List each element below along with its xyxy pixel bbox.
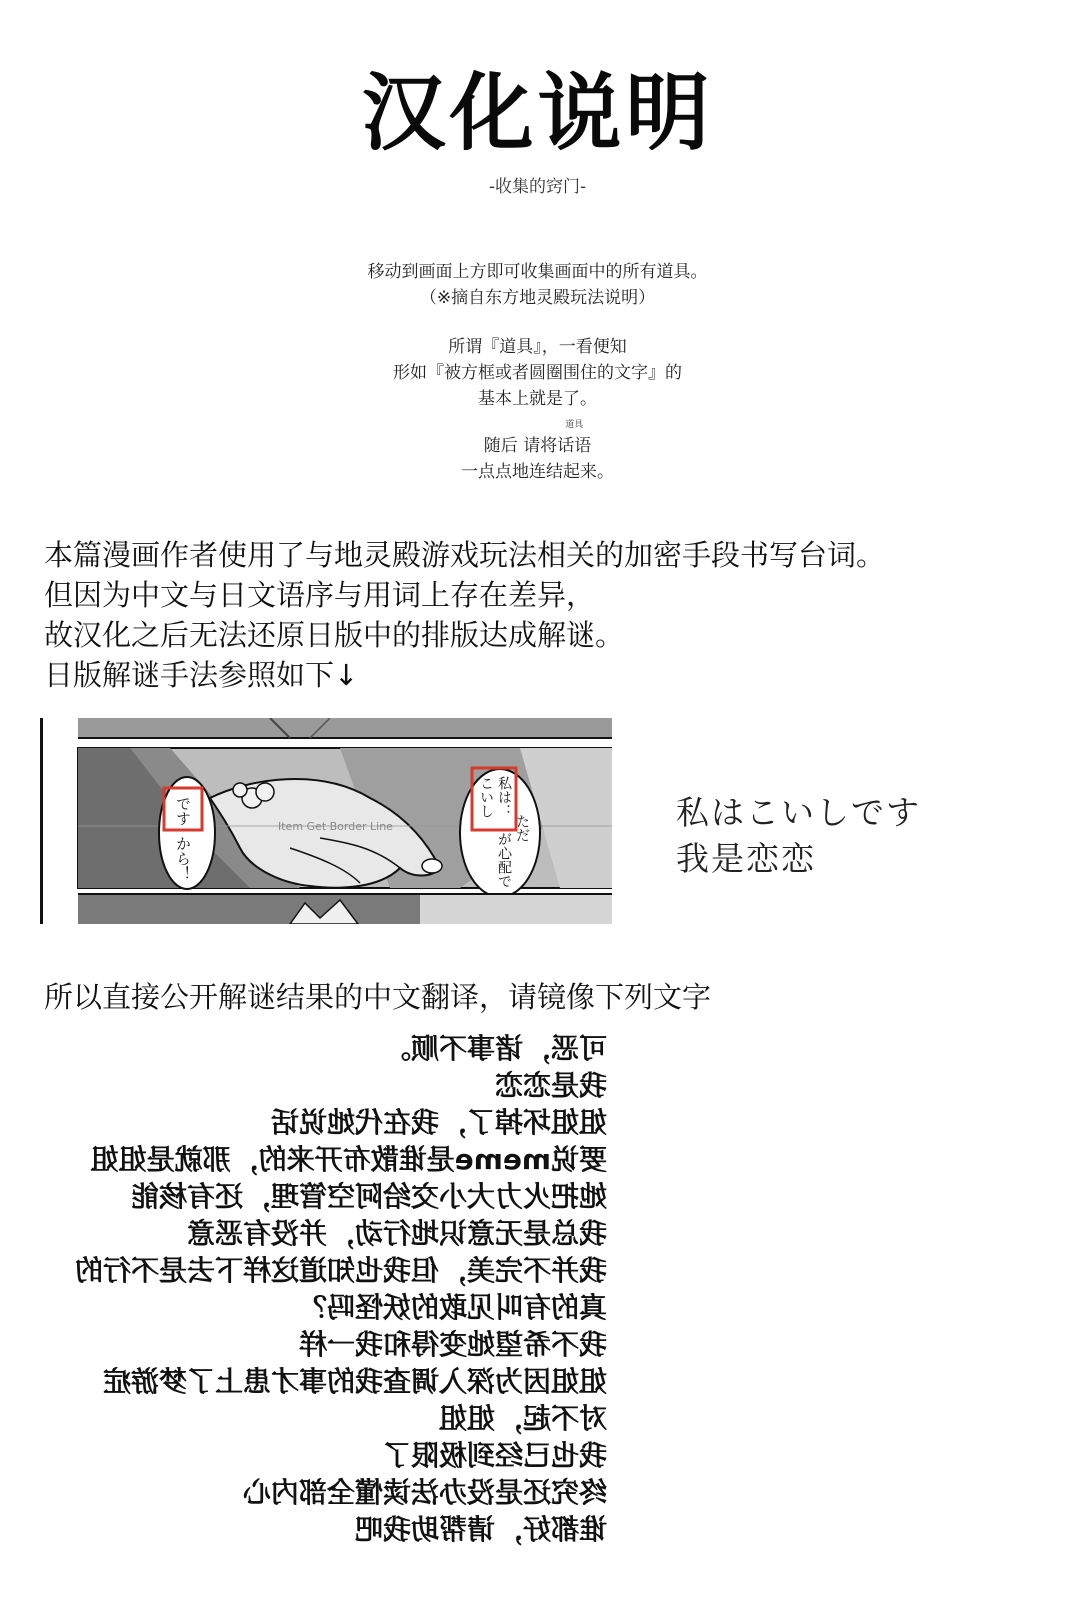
page-subtitle: -收集的窍门- — [488, 177, 587, 197]
explanation-line: 本篇漫画作者使用了与地灵殿游戏玩法相关的加密手段书写台词。 — [44, 538, 886, 572]
mirrored-text-block — [40, 1030, 607, 1548]
translation-jp: 私はこいしです — [676, 793, 921, 832]
mirrored-line: 我并不完美，但我也知道这样下去是不行的 — [74, 1254, 607, 1287]
translation-block — [676, 790, 921, 882]
manga-panel-image — [40, 718, 612, 924]
manga-panel-drawing — [40, 718, 612, 924]
mirrored-line: 谁都好，请帮助我吧 — [354, 1513, 607, 1546]
bubble-left-text-1: です — [174, 796, 192, 826]
intro-block-2 — [0, 334, 1075, 412]
intro-line: 一点点地连结起来。 — [461, 462, 614, 482]
intro-line-prefix: 随后 请将 — [483, 436, 558, 456]
intro-line: 移动到画面上方即可收集画面中的所有道具。 — [367, 262, 708, 282]
bubble-left-text-2: から！ — [174, 836, 192, 881]
explanation-line: 但因为中文与日文语序与用词上存在差异， — [44, 578, 596, 612]
intro-line: 基本上就是了。 — [478, 389, 597, 409]
mirrored-line: 姐姐因为深入调查我的事才患上了梦游症 — [102, 1365, 607, 1398]
border-line-label: Item Get Border Line — [278, 820, 393, 833]
mirrored-line: 我也已经到极限了 — [382, 1439, 607, 1472]
mirrored-line: 我不希望她变得和我一样 — [298, 1328, 607, 1361]
ruby-annotation: 道具 — [565, 420, 584, 430]
mirrored-line: 我总是无意识地行动，并没有恶意 — [186, 1217, 607, 1250]
ruby-word — [557, 420, 592, 459]
mirrored-line: 要说meme是谁散布开来的，那就是姐姐 — [90, 1143, 607, 1176]
mirrored-line: 可恶，诸事不顺。 — [382, 1032, 607, 1065]
mirrored-line: 姐姐坏掉了，我在代她说话 — [270, 1106, 607, 1139]
mirrored-line: 真的有叫见敢的妖怪吗？ — [298, 1291, 607, 1324]
explanation-line: 日版解谜手法参照如下↓ — [44, 658, 359, 692]
page-title: 汉化说明 — [361, 64, 714, 162]
explanation-block — [44, 535, 1044, 695]
intro-block-3 — [0, 420, 1075, 485]
bubble-right-text-4: が心配で — [496, 832, 512, 888]
intro-block-1 — [0, 259, 1075, 311]
intro-line: 所谓『道具』，一看便知 — [448, 337, 627, 357]
mirrored-line: 她把火力大小交给阿空管理，还有核能 — [130, 1180, 607, 1213]
intro-line-ruby — [0, 420, 1075, 459]
bubble-right-text-2: こいし — [478, 776, 494, 818]
bubble-right-text-1: 私は： — [496, 776, 512, 818]
explanation-line: 故汉化之后无法还原日版中的排版达成解谜。 — [44, 618, 625, 652]
ruby-base: 话语 — [557, 436, 592, 456]
mirrored-line: 对不起，姐姐 — [438, 1402, 607, 1435]
bubble-right-text-3: ただ — [514, 814, 530, 842]
intro-line: 形如『被方框或者圆圈围住的文字』的 — [393, 363, 682, 383]
intro-line: （※摘自东方地灵殿玩法说明） — [419, 288, 656, 308]
panel-left-rule — [40, 718, 43, 924]
mirrored-line: 终究还是没办法读懂全部内心 — [242, 1476, 607, 1509]
mirrored-line: 我是恋恋 — [494, 1069, 607, 1102]
mirror-instruction: 所以直接公开解谜结果的中文翻译，请镜像下列文字 — [44, 980, 712, 1014]
translation-cn: 我是恋恋 — [676, 839, 816, 878]
top-strip-panel — [78, 718, 612, 738]
